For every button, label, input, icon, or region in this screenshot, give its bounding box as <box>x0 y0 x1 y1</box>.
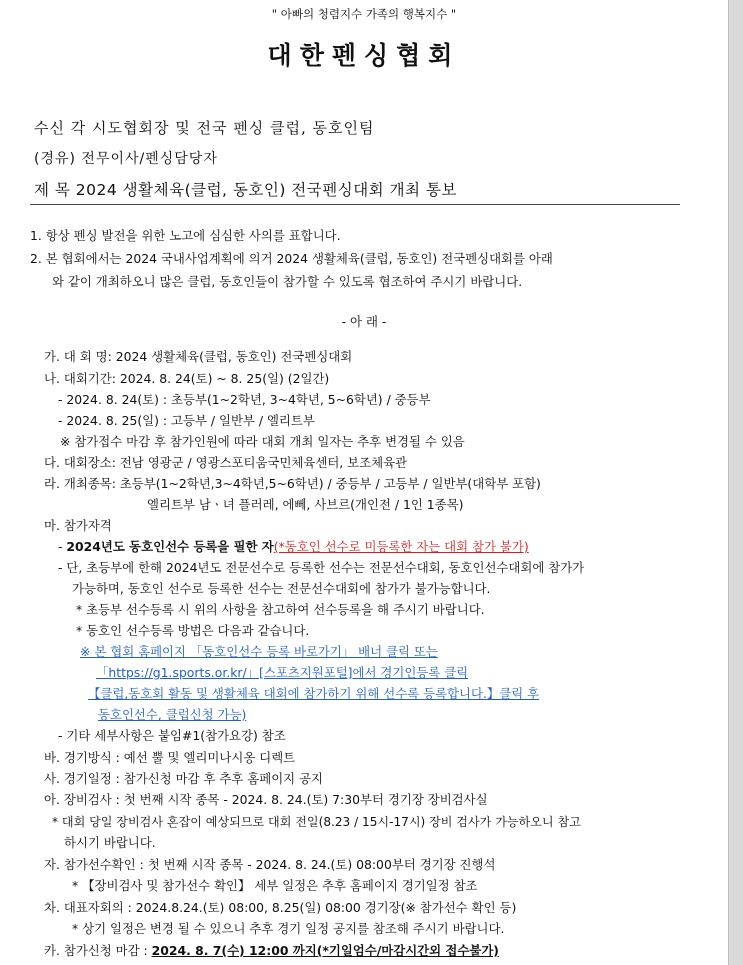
deadline-label: 카. 참가신청 마감 : <box>44 943 152 958</box>
paragraph-2-line-2: 와 같이 개최하오니 많은 클럽, 동호인들이 참가할 수 있도록 협조하여 주시기 바랍니다. <box>52 274 523 289</box>
club-registration-link[interactable]: 【클럽,동호회 활동 및 생활체육 대회에 참가하기 위해 선수록 등록합니다.】클릭 후 <box>88 686 540 701</box>
item-ma-exception-line-1: - 단, 초등부에 한해 2024년도 전문선수로 등록한 선수는 전문선수대회, 동호인선수대회에 참가가 <box>58 560 585 575</box>
qualification-text: 2024년도 동호인선수 등록을 필한 자 <box>66 539 274 554</box>
via-line: (경유) 전무이사/펜싱담당자 <box>34 151 218 167</box>
qualification-warning: (*동호인 선수로 미등록한 자는 대회 참가 불가) <box>273 539 529 554</box>
item-na: 나. 대회기간: 2024. 8. 24(토) ~ 8. 25(일) (2일간) <box>44 371 330 386</box>
registration-banner-link[interactable]: ※ 본 협회 홈페이지 「동호인선수 등록 바로가기」 배너 클릭 또는 <box>80 644 438 659</box>
item-ra-line-2: 엘리트부 남ㆍ녀 플러레, 에뻬, 사브르(개인전 / 1인 1종목) <box>147 497 464 512</box>
motto: " 아빠의 청렴지수 가족의 행복지수 " <box>271 7 457 21</box>
subject-line: 제 목 2024 생활체육(클럽, 동호인) 전국펜싱대회 개최 통보 <box>34 181 457 199</box>
item-da: 다. 대회장소: 전남 영광군 / 영광스포티움국민체육센터, 보조체육관 <box>44 455 408 470</box>
item-cha: 차. 대표자회의 : 2024.8.24.(토) 08:00, 8.25(일) 08:00 경기장(※ 참가선수 확인 등) <box>44 900 517 915</box>
item-sa: 사. 경기일정 : 참가신청 마감 후 추후 홈페이지 공지 <box>44 771 324 786</box>
recipient-line: 수신 각 시도협회장 및 전국 펜싱 클럽, 동호인팀 <box>34 119 375 137</box>
item-ka <box>44 943 499 959</box>
item-ma-note-2: * 동호인 선수등록 방법은 다음과 같습니다. <box>76 623 310 638</box>
item-ja: 자. 참가선수확인 : 첫 번째 시작 종목 - 2024. 8. 24.(토) 08:00부터 경기장 진행석 <box>44 857 496 872</box>
item-a: 아. 장비검사 : 첫 번째 시작 종목 - 2024. 8. 24.(토) 7:30부터 경기장 장비검사실 <box>44 792 488 807</box>
item-ma-note-1: * 초등부 선수등록 시 위의 사항을 참고하여 선수등록을 해 주시기 바랍니다. <box>76 602 485 617</box>
below-heading: - 아 래 - <box>341 314 387 329</box>
club-registration-link-cont[interactable]: 동호인선수, 클럽신청 가능) <box>98 707 247 722</box>
item-ga: 가. 대 회 명: 2024 생활체육(클럽, 동호인) 전국펜싱대회 <box>44 349 353 364</box>
viewer-edge <box>728 0 743 965</box>
qualification-dash: - <box>58 539 67 554</box>
item-na-note: ※ 참가접수 마감 후 참가인원에 따라 대회 개최 일자는 추후 변경될 수 있음 <box>60 434 465 449</box>
item-ma-exception-line-2: 가능하며, 동호인 선수로 등록한 선수는 전문선수대회에 참가가 불가능합니다. <box>72 581 491 596</box>
item-a-note-cont: 하시기 바랍니다. <box>64 835 156 850</box>
organization-title: 대한펜싱협회 <box>267 41 461 70</box>
item-na-day1: - 2024. 8. 24(토) : 초등부(1~2학년, 3~4학년, 5~6학년) / 중등부 <box>58 392 431 407</box>
item-ja-note: * 【장비검사 및 참가선수 확인】 세부 일정은 추후 홈페이지 경기일정 참조 <box>72 878 478 893</box>
paragraph-2-line-1: 2. 본 협회에서는 2024 국내사업계획에 의거 2024 생활체육(클럽, 동호인) 전국펜싱대회를 아래 <box>30 251 553 266</box>
item-ra: 라. 개최종목: 초등부(1~2학년,3~4학년,5~6학년) / 중등부 / 고등부 / 일반부(대학부 포함) <box>44 476 541 491</box>
deadline-value: 2024. 8. 7(수) 12:00 까지(*기일엄수/마감시간외 접수불가) <box>151 943 499 958</box>
sports-portal-link[interactable]: 「https://g1.sports.or.kr/」[스포츠지원포털]에서 경기인등록 클릭 <box>96 665 469 680</box>
item-na-day2: - 2024. 8. 25(일) : 고등부 / 일반부 / 엘리트부 <box>58 413 315 428</box>
item-ma-qualification <box>58 539 529 555</box>
item-ma: 마. 참가자격 <box>44 518 112 533</box>
header-divider <box>30 204 680 205</box>
item-ma-etc: - 기타 세부사항은 붙임#1(참가요강) 참조 <box>58 728 286 743</box>
item-ba: 바. 경기방식 : 예선 뿔 및 엘리미나시옹 디렉트 <box>44 750 296 765</box>
paragraph-1: 1. 항상 펜싱 발전을 위한 노고에 심심한 사의를 표합니다. <box>30 228 341 243</box>
item-cha-note: * 상기 일정은 변경 될 수 있으니 추후 경기 일정 공지를 참조해 주시기 바랍니다. <box>72 921 505 936</box>
item-a-note: * 대회 당일 장비검사 혼잡이 예상되므로 대회 전일(8.23 / 15시-17시) 장비 검사가 가능하오니 참고 <box>52 815 581 829</box>
